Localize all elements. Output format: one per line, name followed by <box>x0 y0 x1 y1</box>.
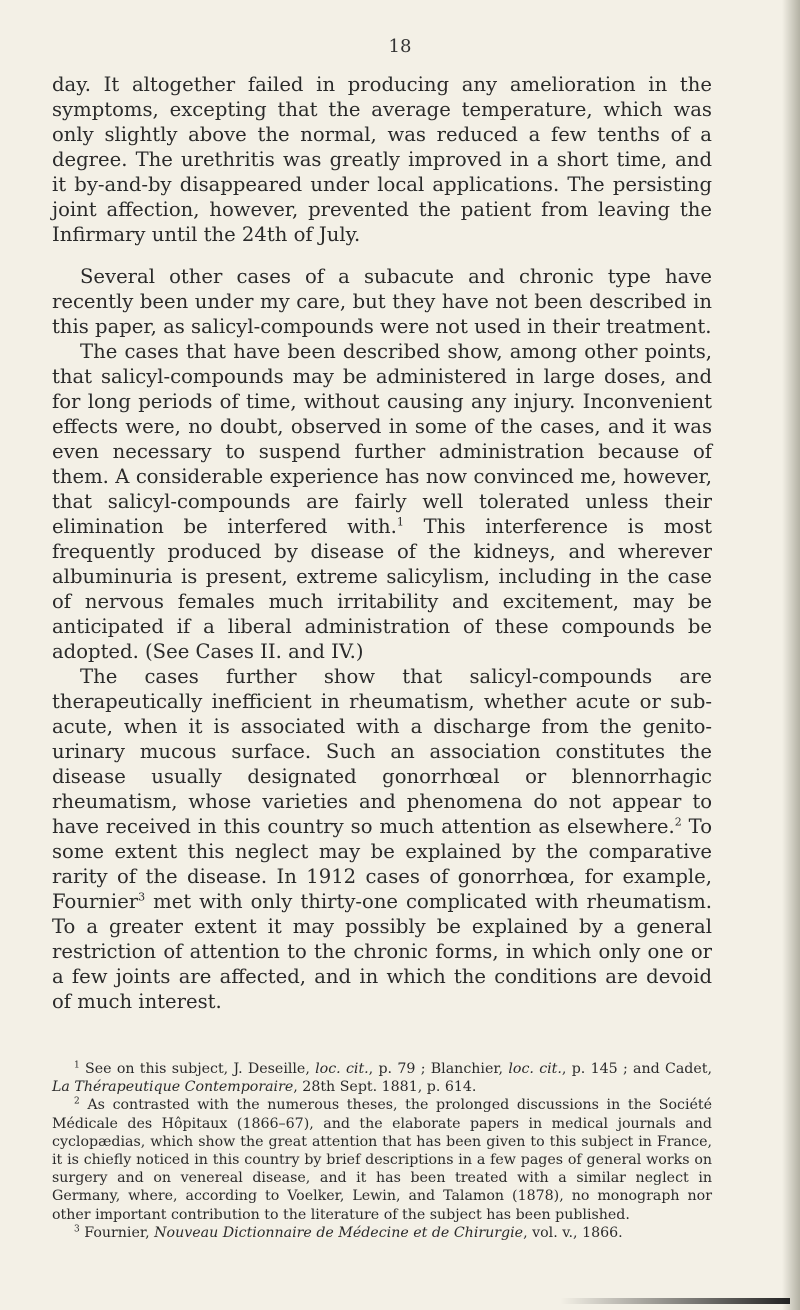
footnote-ref-3: 3 <box>138 890 146 904</box>
paragraph-continued: day. It altogether failed in producing any amelioration in the symptoms, excepting that the average temperature, which was only slightly above the normal, was reduced a few tenths of a degree. The urethritis was greatly improved in a short time, and it by-and-by disappeared under local applications. The persisting joint affection, however, prevented the patient from leaving the Infirmary until the 24th of July. <box>52 73 712 246</box>
footnote-mark: 2 <box>74 1096 80 1107</box>
footnote-text: Fournier, <box>84 1224 150 1241</box>
footnote-italic: Nouveau Dictionnaire de Médecine et de Chirurgie <box>154 1224 524 1241</box>
footnote-text: , vol. v., 1866. <box>523 1224 623 1241</box>
footnote-ref-2: 2 <box>674 815 682 829</box>
footnote-2 <box>52 1096 712 1223</box>
footnote-text: , 28th Sept. 1881, p. 614. <box>293 1079 477 1096</box>
footnote-mark: 3 <box>74 1224 80 1235</box>
footnote-ref-1: 1 <box>396 515 404 529</box>
paragraph-text: The cases that have been described show, among other points, that salicyl-compounds may be administered in large doses, and for long periods of time, without causing any injury. Inconvenient effects were, no doubt, observed in some of the cases, and it was even necessary to suspend further administration because of them. A considerable experience has now convinced me, however, that salicyl-compounds are fairly well tolerated unless their elimination be interfered with. <box>52 340 712 538</box>
main-text <box>52 72 712 1014</box>
page-number: 18 <box>388 36 412 57</box>
paragraph-gonorrhoeal <box>52 664 712 1014</box>
paragraph-text: To some extent this neglect may be explained by the comparative rarity of the disease. In 1912 cases of gonorrhœa, for example, Fournier <box>52 815 712 913</box>
footnote-italic: loc. cit. <box>315 1061 369 1077</box>
footnote-text: As contrasted with the numerous theses, the prolonged discussions in the Société Médicale des Hôpitaux (1866–67), and the elaborate papers in medical journals and cyclopædias, which show the great attention that has been given to this subject in France, it is chiefly noticed in this country by brief descriptions in a few pages of general works on surgery and on venereal disease, and it has been treated with a similar neglect in Germany, where, according to Voelker, Lewin, and Talamon (1878), no monograph nor other important contribution to the literature of the subject has been published. <box>52 1097 712 1223</box>
page-bottom-edge <box>560 1298 790 1304</box>
page-edge-shadow <box>782 0 800 1310</box>
paragraph-other-cases: Several other cases of a subacute and chronic type have recently been under my care, but they have not been described in this paper, as salicyl-compounds were not used in their treatment. <box>52 265 712 338</box>
footnote-3 <box>52 1224 712 1242</box>
footnote-text: See on this subject, J. Deseille, <box>85 1061 310 1077</box>
footnote-text: , p. 145 ; and Cadet, <box>561 1061 712 1077</box>
footnotes <box>52 1060 712 1242</box>
footnote-italic: La Thérapeutique Contemporaire <box>52 1079 294 1096</box>
footnote-text: , p. 79 ; Blanchier, <box>368 1061 504 1077</box>
paragraph-text: met with only thirty-one complicated with rheumatism. To a greater extent it may possibly be explained by a general restriction of attention to the chronic forms, in which only one or a few joints are affected, and in which the conditions are devoid of much interest. <box>52 890 712 1013</box>
paragraph-text: The cases further show that salicyl-compounds are therapeutically inefficient in rheumatism, whether acute or sub-acute, when it is associated with a discharge from the genito-urinary mucous surface. Such an association constitutes the disease usually designated gonorrhœal or blennorrhagic rheumatism, whose varieties and phenomena do not appear to have received in this country so much attention as elsewhere. <box>52 665 712 838</box>
footnote-mark: 1 <box>74 1060 80 1071</box>
paragraph-text: This interference is most frequently produced by disease of the kidneys, and wherever albuminuria is present, extreme salicylism, including in the case of nervous females much irritability and excitement, may be anticipated if a liberal administration of these compounds be adopted. (See Cases II. and IV.) <box>52 515 712 663</box>
footnote-1 <box>52 1060 712 1096</box>
footnote-italic: loc. cit. <box>508 1061 562 1077</box>
paragraph-tolerance <box>52 339 712 664</box>
